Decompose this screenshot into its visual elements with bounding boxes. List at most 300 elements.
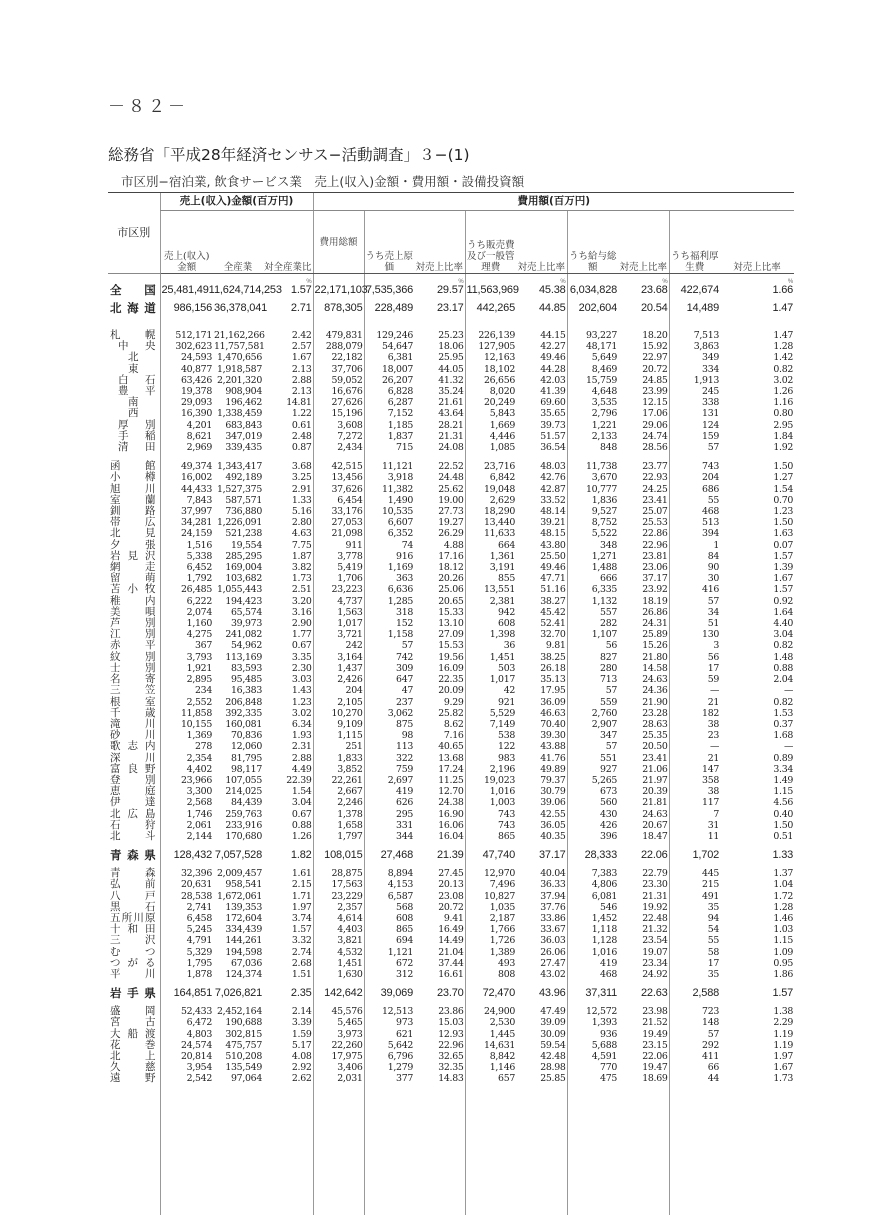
cell-value xyxy=(465,408,516,419)
cell-value xyxy=(720,528,794,539)
cell-text: 2,246 xyxy=(337,797,363,809)
cell-value xyxy=(618,517,669,528)
cell-value xyxy=(364,629,414,640)
table-row xyxy=(108,1029,794,1040)
table-row xyxy=(108,1062,794,1073)
cell-text: 338 xyxy=(702,397,720,409)
cell-text: 8,621 xyxy=(186,430,212,442)
cell-text: 1,016 xyxy=(489,786,516,798)
cell-text: 241,082 xyxy=(225,629,262,641)
cell-text: 5.16 xyxy=(291,506,312,518)
row-label: 美唄 xyxy=(110,605,156,618)
row-label: 遠野 xyxy=(110,1072,156,1085)
row-label: 北上 xyxy=(110,1049,156,1062)
cell-value xyxy=(669,341,720,352)
cell-text: 3.02 xyxy=(291,707,312,719)
cell-value xyxy=(516,442,567,453)
cell-value xyxy=(720,397,794,408)
cell-value xyxy=(213,935,263,946)
cell-value xyxy=(567,786,618,797)
cell-value xyxy=(364,697,414,708)
cell-text: 559 xyxy=(600,696,618,708)
cell-text: 23.98 xyxy=(642,1006,668,1018)
cell-text: 1.49 xyxy=(773,774,794,786)
cell-value xyxy=(669,364,720,375)
cell-value xyxy=(414,891,465,902)
cell-text: 27.45 xyxy=(438,868,464,880)
cell-value xyxy=(669,809,720,820)
cell-text: 510,208 xyxy=(225,1050,262,1062)
cell-value xyxy=(414,741,465,752)
cell-value xyxy=(313,274,368,297)
cell-value xyxy=(516,980,567,1006)
cell-value xyxy=(414,1029,465,1040)
cell-text: 23.06 xyxy=(642,562,668,574)
cell-value xyxy=(567,902,618,913)
cell-text: 6,335 xyxy=(591,584,618,596)
cell-value xyxy=(720,842,794,868)
cell-text: 560 xyxy=(600,797,618,809)
table-row xyxy=(108,831,794,842)
cell-value xyxy=(720,640,794,651)
cell-value xyxy=(567,1040,618,1051)
cell-text: 347,019 xyxy=(225,430,262,442)
cell-text: 159 xyxy=(702,430,720,442)
cell-value xyxy=(313,947,364,958)
cell-value xyxy=(313,775,364,786)
cell-text: 55 xyxy=(707,494,720,506)
cell-text: 23.81 xyxy=(642,550,668,562)
cell-value xyxy=(720,902,794,913)
cell-text: 24.38 xyxy=(438,797,464,809)
cell-value xyxy=(669,935,720,946)
cell-value xyxy=(465,1062,516,1073)
cell-value xyxy=(263,1062,313,1073)
cell-text: 1.28 xyxy=(773,341,794,353)
cell-value xyxy=(516,1073,567,1214)
cell-text: 1,378 xyxy=(337,808,363,820)
cell-text: 45.38 xyxy=(539,283,566,296)
cell-value xyxy=(465,352,516,363)
cell-text: 1,115 xyxy=(337,730,363,742)
cell-text: 15.53 xyxy=(438,640,464,652)
cell-text: 37.44 xyxy=(438,957,464,969)
cell-value xyxy=(263,551,313,562)
table-row xyxy=(108,969,794,980)
cell-text: 1.66 xyxy=(772,283,794,296)
cell-text: 27.09 xyxy=(438,629,464,641)
cell-value xyxy=(364,1029,414,1040)
cell-value xyxy=(213,753,263,764)
cell-text: 17 xyxy=(707,957,720,969)
cell-text: 2.14 xyxy=(291,1006,312,1018)
cell-text: 24.92 xyxy=(642,968,668,980)
cell-value xyxy=(414,753,465,764)
cell-value xyxy=(465,551,516,562)
cell-value xyxy=(516,472,567,483)
cell-value xyxy=(263,607,313,618)
cell-text: 4.08 xyxy=(291,1050,312,1062)
row-label: 紋別 xyxy=(110,650,156,663)
cell-text: 147 xyxy=(702,763,720,775)
cell-text: 419 xyxy=(600,957,618,969)
cell-text: 22.97 xyxy=(642,352,668,364)
cell-value xyxy=(160,764,213,775)
cell-text: 144,261 xyxy=(225,935,262,947)
cell-text: 206,848 xyxy=(225,696,262,708)
cell-text: 538 xyxy=(498,730,516,742)
cell-value xyxy=(516,484,567,495)
cell-value xyxy=(414,1040,465,1051)
table-row xyxy=(108,640,794,651)
cell-text: 713 xyxy=(600,674,618,686)
table-row xyxy=(108,741,794,752)
cell-value xyxy=(465,607,516,618)
cell-text: 958,541 xyxy=(225,879,262,891)
cell-value xyxy=(465,397,516,408)
cell-text: 0.67 xyxy=(291,808,312,820)
cell-text: 34 xyxy=(707,606,720,618)
cell-text: 1.28 xyxy=(773,901,794,913)
cell-text: 129,246 xyxy=(376,330,414,341)
cell-value xyxy=(516,1062,567,1073)
cell-value xyxy=(720,296,794,322)
cell-value xyxy=(567,891,618,902)
row-label: 青森 xyxy=(110,867,156,880)
cell-value xyxy=(364,1006,414,1017)
cell-text: 4,614 xyxy=(337,912,363,924)
cell-text: 23.68 xyxy=(641,283,668,296)
cell-text: 1,003 xyxy=(489,797,516,809)
table-row xyxy=(108,786,794,797)
cell-text: 5,465 xyxy=(337,1017,363,1029)
row-label: 富良野 xyxy=(110,762,156,775)
cell-value xyxy=(364,517,414,528)
cell-value xyxy=(313,330,364,341)
cell-text: 28,875 xyxy=(331,868,363,880)
cell-text: 22,171,103 xyxy=(314,283,368,296)
cell-value xyxy=(364,1040,414,1051)
cell-value xyxy=(313,584,364,595)
cell-text: 743 xyxy=(702,461,720,473)
cell-text: 29.57 xyxy=(437,283,464,296)
cell-text: 916 xyxy=(396,550,414,562)
cell-value xyxy=(313,797,364,808)
cell-value xyxy=(213,947,263,958)
cell-text: 48,171 xyxy=(586,341,618,353)
cell-value xyxy=(263,375,313,386)
cell-text: 5,338 xyxy=(186,550,212,562)
cell-value xyxy=(414,375,465,386)
cell-value xyxy=(263,924,313,935)
cell-value xyxy=(414,629,465,640)
cell-text: 169,004 xyxy=(225,562,262,574)
cell-value xyxy=(364,596,414,607)
summary-row xyxy=(108,980,794,1006)
cell-value xyxy=(364,341,414,352)
cell-text: 1.67 xyxy=(773,573,794,585)
cell-text: — xyxy=(709,741,720,753)
cell-value xyxy=(465,1073,516,1214)
cell-text: 1.50 xyxy=(773,461,794,473)
cell-value xyxy=(567,1062,618,1073)
cell-text: 26,207 xyxy=(382,374,414,386)
cell-value xyxy=(160,1062,213,1073)
cell-text: 25,481,491 xyxy=(161,283,215,296)
cell-text: 1.87 xyxy=(291,550,312,562)
cell-text: 41.39 xyxy=(540,386,566,398)
cell-text: 2,187 xyxy=(489,912,516,924)
table-row xyxy=(108,891,794,902)
cell-value xyxy=(720,980,794,1006)
cell-value xyxy=(618,935,669,946)
cell-value xyxy=(414,1006,465,1017)
cell-text: 40,877 xyxy=(180,363,212,375)
cell-text: 23.34 xyxy=(642,957,668,969)
cell-text: 39.73 xyxy=(540,419,566,431)
row-label: 歌志内 xyxy=(110,740,156,753)
cell-value xyxy=(567,935,618,946)
cell-value xyxy=(160,775,213,786)
cell-text: 13,551 xyxy=(484,584,516,596)
cell-text: 57 xyxy=(401,640,414,652)
cell-value xyxy=(618,775,669,786)
cell-text: 39,069 xyxy=(380,986,414,999)
cell-value xyxy=(213,730,263,741)
cell-value xyxy=(263,506,313,517)
cell-text: 81,795 xyxy=(230,752,262,764)
cell-text: 1.67 xyxy=(773,1062,794,1074)
cell-value xyxy=(669,420,720,431)
cell-value xyxy=(516,386,567,397)
cell-value xyxy=(465,697,516,708)
cell-text: 348 xyxy=(600,539,618,551)
cell-text: 130 xyxy=(702,629,720,641)
cell-value xyxy=(313,420,364,431)
cell-text: 30.79 xyxy=(540,786,566,798)
cell-text: 1.19 xyxy=(773,1039,794,1051)
cell-value xyxy=(414,330,465,341)
cell-text: 6,607 xyxy=(387,517,414,529)
cell-text: 15,196 xyxy=(331,408,363,420)
cell-value xyxy=(618,879,669,890)
cell-value xyxy=(567,730,618,741)
cell-text: 5,245 xyxy=(186,924,212,936)
cell-text: 377 xyxy=(396,1073,414,1085)
cell-text: 759 xyxy=(396,763,414,775)
cell-value xyxy=(263,902,313,913)
cell-text: 512,171 xyxy=(175,330,212,341)
cell-value xyxy=(465,764,516,775)
table-row xyxy=(108,730,794,741)
cell-value xyxy=(720,958,794,969)
cell-value xyxy=(720,431,794,442)
cell-text: 107,055 xyxy=(225,774,262,786)
cell-value xyxy=(669,386,720,397)
row-label: 中央 xyxy=(118,340,156,353)
cell-text: 936 xyxy=(600,1028,618,1040)
cell-text: 56 xyxy=(605,640,618,652)
cell-value xyxy=(618,958,669,969)
cell-text: 74 xyxy=(401,539,414,551)
table-row xyxy=(108,1006,794,1017)
cell-text: 19.56 xyxy=(438,651,464,663)
cell-text: 194,598 xyxy=(225,946,262,958)
cell-value xyxy=(213,775,263,786)
cell-value xyxy=(516,506,567,517)
cell-value xyxy=(669,663,720,674)
cell-text: 24.25 xyxy=(642,483,668,495)
cell-value xyxy=(720,969,794,980)
cell-text: 334 xyxy=(702,363,720,375)
cell-value xyxy=(720,652,794,663)
cell-value xyxy=(516,562,567,573)
cell-value xyxy=(465,596,516,607)
cell-value xyxy=(465,386,516,397)
cell-text: 25.35 xyxy=(642,730,668,742)
cell-text: 28,333 xyxy=(584,848,618,861)
cell-text: 20.50 xyxy=(642,741,668,753)
cell-value xyxy=(567,842,618,868)
cell-text: 22.86 xyxy=(642,528,668,540)
cell-value xyxy=(213,461,263,472)
cell-text: 11,563,969 xyxy=(466,283,519,296)
cell-text: 1,797 xyxy=(337,830,363,842)
cell-value xyxy=(618,764,669,775)
cell-value xyxy=(465,969,516,980)
cell-text: 14.58 xyxy=(642,662,668,674)
cell-text: 24,900 xyxy=(484,1006,516,1018)
cell-value xyxy=(618,820,669,831)
header-cost-total: 費用総額 xyxy=(313,211,364,274)
cell-value xyxy=(160,330,213,341)
cell-text: 1,271 xyxy=(591,550,618,562)
cell-text: 36.54 xyxy=(540,442,566,454)
cell-text: 475 xyxy=(600,1073,618,1085)
cell-text: 309 xyxy=(396,662,414,674)
cell-text: 27,626 xyxy=(331,397,363,409)
cell-value xyxy=(313,375,364,386)
cell-text: 16,383 xyxy=(230,685,262,697)
cell-text: 26.86 xyxy=(642,606,668,618)
header-group-sales: 売上(収入)金額(百万円) xyxy=(160,193,313,211)
cell-value xyxy=(618,674,669,685)
cell-value xyxy=(618,461,669,472)
cell-text: 7,272 xyxy=(337,430,363,442)
cell-text: 182 xyxy=(702,707,720,719)
cell-value xyxy=(213,741,263,752)
cell-value xyxy=(263,958,313,969)
cell-value xyxy=(313,697,364,708)
cell-text: 1,121 xyxy=(387,946,414,958)
cell-text: 513 xyxy=(702,517,720,529)
cell-text: 33,176 xyxy=(331,506,363,518)
cell-text: 6.34 xyxy=(291,718,312,730)
cell-text: 40.65 xyxy=(438,741,464,753)
cell-value xyxy=(213,296,268,322)
cell-value xyxy=(364,947,414,958)
cell-text: 14.81 xyxy=(286,397,312,409)
row-label: 北広島 xyxy=(110,807,156,820)
table-row xyxy=(108,868,794,879)
cell-text: 42.76 xyxy=(540,472,566,484)
cell-text: 12.70 xyxy=(438,786,464,798)
table-row xyxy=(108,663,794,674)
cell-text: 18,007 xyxy=(382,363,414,375)
cell-value xyxy=(414,730,465,741)
cell-text: 1,516 xyxy=(186,539,212,551)
cell-value xyxy=(160,618,213,629)
cell-text: 79.37 xyxy=(540,774,566,786)
cell-text: 5,329 xyxy=(186,946,212,958)
cell-text: 242 xyxy=(345,640,363,652)
cell-text: 392,335 xyxy=(225,707,262,719)
cell-text: 0.82 xyxy=(773,363,794,375)
cell-value xyxy=(364,685,414,696)
cell-text: 0.88 xyxy=(773,662,794,674)
cell-text: 694 xyxy=(396,935,414,947)
cell-text: 808 xyxy=(498,968,516,980)
cell-text: 28.63 xyxy=(642,718,668,730)
cell-value xyxy=(213,1017,263,1028)
cell-text: 358 xyxy=(702,774,720,786)
cell-text: 282 xyxy=(600,618,618,630)
cell-text: 1.86 xyxy=(773,968,794,980)
cell-text: 172,604 xyxy=(225,912,262,924)
cell-text: 39.06 xyxy=(540,797,566,809)
cell-value xyxy=(160,708,213,719)
cell-value xyxy=(567,330,618,341)
cell-value xyxy=(213,980,263,1006)
cell-text: 90 xyxy=(707,562,720,574)
cell-text: 1,226,091 xyxy=(216,517,262,529)
cell-value xyxy=(567,375,618,386)
cell-text: 66 xyxy=(707,1062,720,1074)
cell-text: 2.42 xyxy=(291,330,312,341)
cell-value xyxy=(160,375,213,386)
cell-text: 103,682 xyxy=(225,573,262,585)
table-row xyxy=(108,764,794,775)
cell-value xyxy=(720,341,794,352)
cell-value xyxy=(618,1051,669,1062)
cell-text: 1.92 xyxy=(773,442,794,454)
cell-text: 95,485 xyxy=(230,674,262,686)
table-row xyxy=(108,573,794,584)
cell-value xyxy=(720,764,794,775)
row-label: 千歳 xyxy=(110,706,156,719)
cell-text: 59 xyxy=(707,674,720,686)
cell-value xyxy=(414,935,465,946)
cell-text: 3,406 xyxy=(337,1062,363,1074)
cell-value xyxy=(313,891,364,902)
cell-text: 3,670 xyxy=(591,472,618,484)
cell-text: 1,490 xyxy=(387,494,414,506)
cell-value xyxy=(618,786,669,797)
cell-value xyxy=(364,420,414,431)
cell-text: 0.37 xyxy=(773,718,794,730)
cell-text: 17 xyxy=(707,662,720,674)
cell-value xyxy=(465,562,516,573)
cell-value xyxy=(516,1017,567,1028)
cell-value xyxy=(263,969,313,980)
cell-text: 1.57 xyxy=(772,986,794,999)
cell-text: 42.48 xyxy=(540,1050,566,1062)
cell-text: 2.13 xyxy=(291,386,312,398)
cell-text: 2.31 xyxy=(291,741,312,753)
cell-text: 2,381 xyxy=(489,595,516,607)
cell-text: 878,305 xyxy=(324,302,363,315)
table-row xyxy=(108,820,794,831)
